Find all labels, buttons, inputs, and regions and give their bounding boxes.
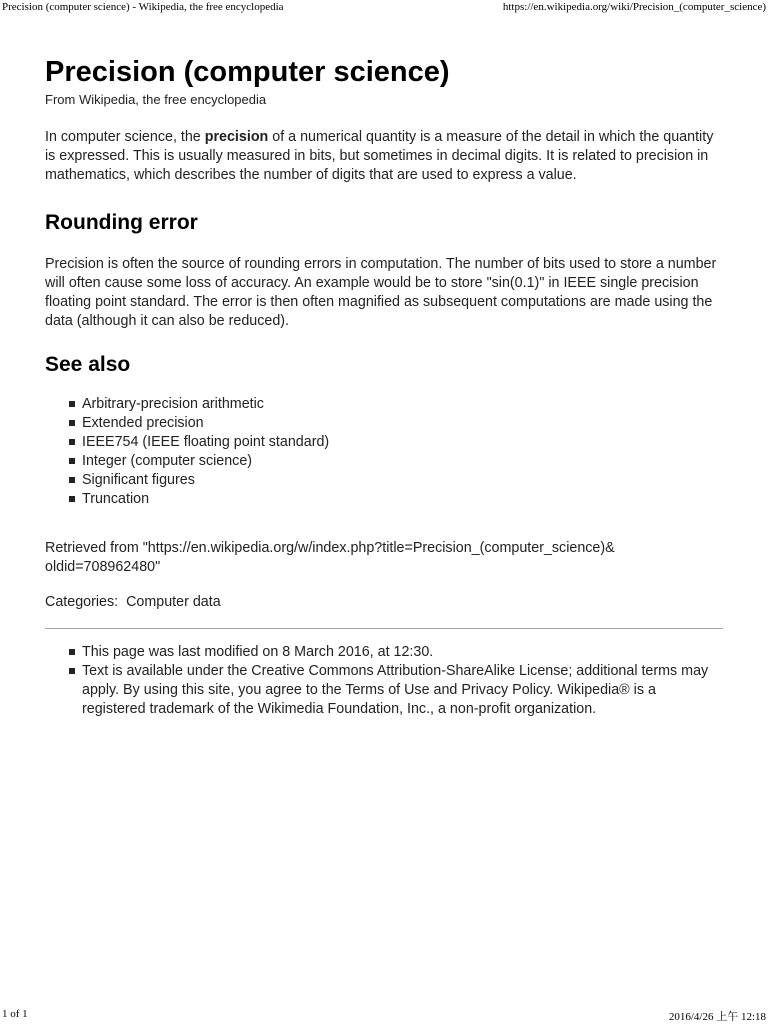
- print-footer-page-count: 1 of 1: [2, 1008, 28, 1020]
- see-also-item-extended-precision[interactable]: Extended precision: [69, 414, 723, 433]
- see-also-item-significant-figures[interactable]: Significant figures: [69, 471, 723, 490]
- page-title: Precision (computer science): [45, 56, 450, 88]
- print-header: [0, 1, 768, 17]
- intro-text-before: In computer science, the: [45, 129, 205, 145]
- print-footer-datetime: 2016/4/26 上午 12:18: [668, 1011, 766, 1023]
- categories-bar: [45, 593, 723, 612]
- section-heading-see-also: See also: [45, 353, 131, 376]
- retrieved-from: [45, 539, 723, 577]
- print-header-title: Precision (computer science) - Wikipedia, the free encyclopedia: [2, 1, 284, 13]
- intro-text-after: of a numerical quantity is a measure of the detail in which the quantity is expressed. This is usually measured in bits, but sometimes in decimal digits. It is related to precision in mathematics, which describes the number of digits that are used to express a value.: [45, 129, 714, 183]
- see-also-item-ieee754[interactable]: IEEE754 (IEEE floating point standard): [69, 433, 723, 452]
- footer-info-list: [45, 643, 723, 719]
- intro-paragraph: [45, 128, 723, 185]
- see-also-item-arbitrary-precision[interactable]: Arbitrary-precision arithmetic: [69, 395, 723, 414]
- retrieved-line-2[interactable]: oldid=708962480": [45, 559, 161, 575]
- print-header-url: https://en.wikipedia.org/wiki/Precision_(computer_science): [502, 1, 766, 13]
- section-heading-rounding-error: Rounding error: [45, 211, 198, 234]
- rounding-error-paragraph: Precision is often the source of rounding errors in computation. The number of bits used to store a number will often cause some loss of accuracy. An example would be to store "sin(0.1)" in IEEE single precision floating point standard. The error is then often magnified as subsequent computations are made using the data (although it can also be reduced).: [45, 256, 717, 329]
- footer-divider: [45, 628, 723, 629]
- footer-license: Text is available under the Creative Commons Attribution-ShareAlike License; additional terms may apply. By using this site, you agree to the Terms of Use and Privacy Policy. Wikipedia® is a registered trademark of the Wikimedia Foundation, Inc., a non-profit organization.: [69, 662, 723, 719]
- print-footer: [0, 1008, 768, 1024]
- see-also-item-truncation[interactable]: Truncation: [69, 490, 723, 509]
- retrieved-line-1[interactable]: Retrieved from "https://en.wikipedia.org/w/index.php?title=Precision_(computer_science)&: [45, 540, 615, 556]
- categories-label: Categories:: [45, 594, 119, 610]
- article-content: [45, 53, 723, 719]
- see-also-list: [45, 395, 723, 509]
- footer-last-modified: This page was last modified on 8 March 2016, at 12:30.: [69, 643, 723, 662]
- category-link-computer-data[interactable]: Computer data: [126, 594, 221, 610]
- intro-bold-term: precision: [204, 129, 269, 145]
- see-also-item-integer[interactable]: Integer (computer science): [69, 452, 723, 471]
- site-tagline: From Wikipedia, the free encyclopedia: [45, 92, 267, 107]
